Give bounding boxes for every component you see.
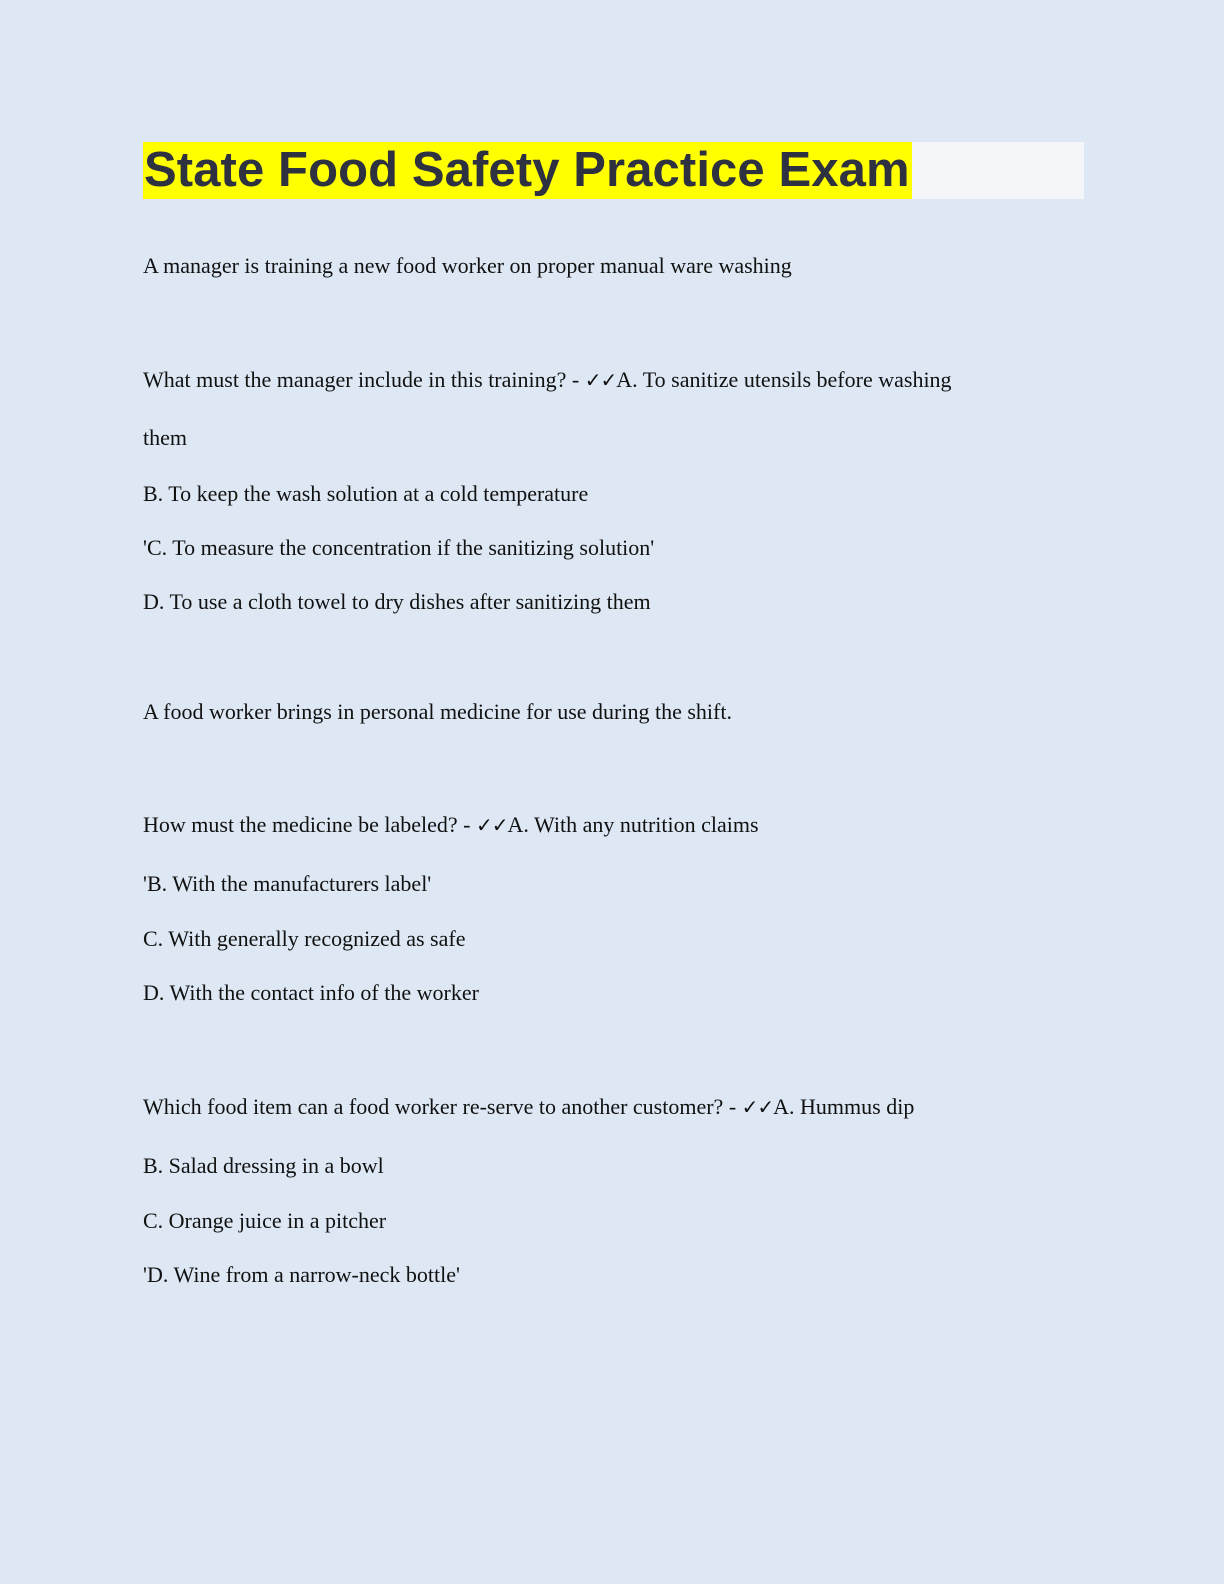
q1-intro: A manager is training a new food worker on proper manual ware washing xyxy=(143,253,792,278)
q1-answer-a: A. To sanitize utensils before washing xyxy=(616,367,952,392)
q1-answer-a-continued: them xyxy=(143,425,187,450)
page-title: State Food Safety Practice Exam xyxy=(144,143,910,197)
double-check-icon: ✓✓ xyxy=(475,813,508,837)
q3-option-d: 'D. Wine from a narrow-neck bottle' xyxy=(143,1262,460,1287)
double-check-icon: ✓✓ xyxy=(741,1095,774,1119)
q2-intro: A food worker brings in personal medicine for use during the shift. xyxy=(143,699,732,724)
q3-question-line xyxy=(143,1094,914,1120)
q2-option-d: D. With the contact info of the worker xyxy=(143,980,479,1005)
q3-option-c: C. Orange juice in a pitcher xyxy=(143,1208,387,1233)
q3-answer-a: A. Hummus dip xyxy=(773,1094,915,1119)
q2-option-b: 'B. With the manufacturers label' xyxy=(143,871,432,896)
q1-question-line xyxy=(143,367,952,393)
q2-question: How must the medicine be labeled? - xyxy=(143,812,476,837)
q1-option-c: 'C. To measure the concentration if the sanitizing solution' xyxy=(143,535,655,560)
q1-option-d: D. To use a cloth towel to dry dishes after sanitizing them xyxy=(143,589,651,614)
q1-option-b: B. To keep the wash solution at a cold temperature xyxy=(143,481,589,506)
q3-option-b: B. Salad dressing in a bowl xyxy=(143,1153,384,1178)
q2-answer-a: A. With any nutrition claims xyxy=(507,812,759,837)
q3-question: Which food item can a food worker re-serve to another customer? - xyxy=(143,1094,742,1119)
q2-option-c: C. With generally recognized as safe xyxy=(143,926,466,951)
q2-question-line xyxy=(143,812,759,838)
q1-question: What must the manager include in this training? - xyxy=(143,367,585,392)
double-check-icon: ✓✓ xyxy=(584,368,617,392)
